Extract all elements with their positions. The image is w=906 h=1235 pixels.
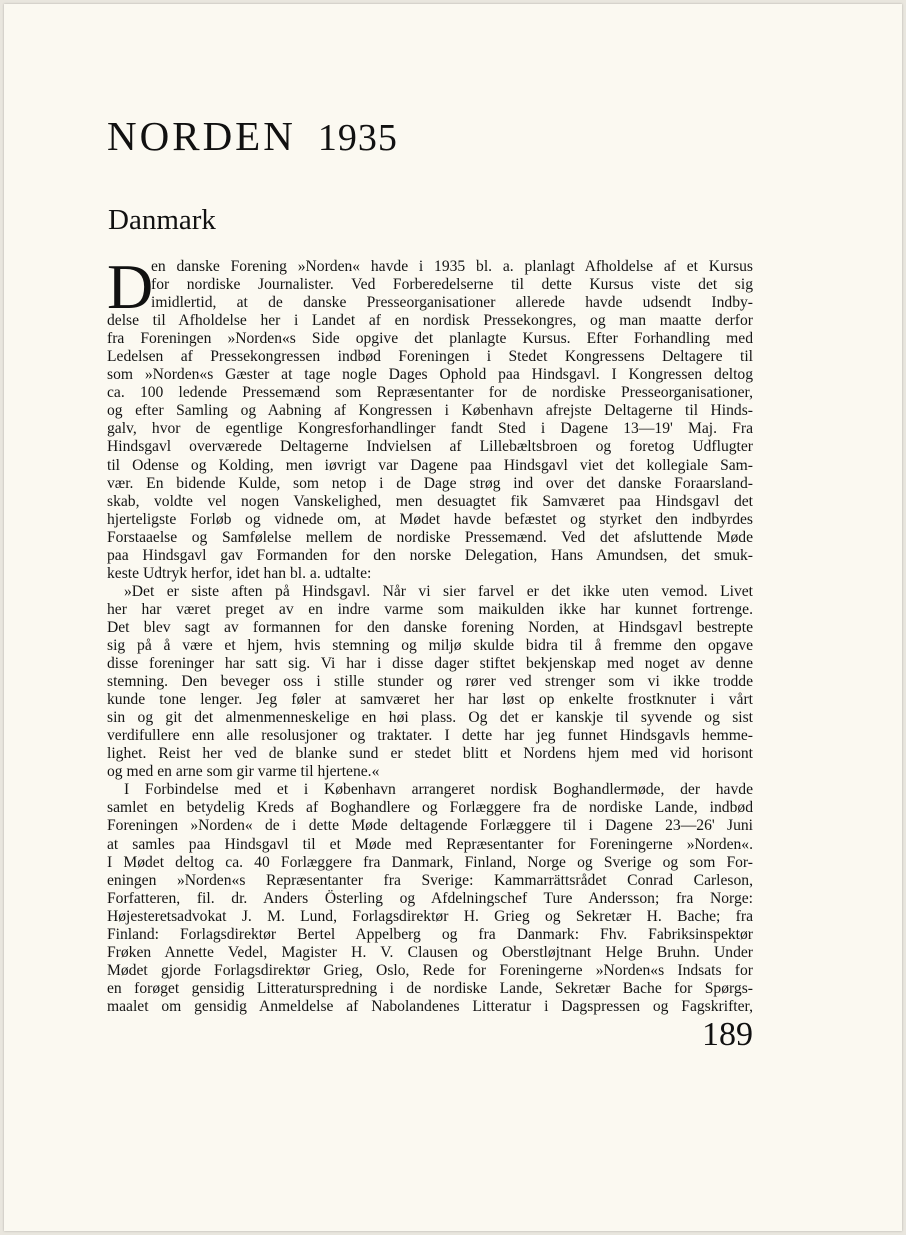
page-number: 189	[702, 1016, 753, 1053]
text-line: Ledelsen af Pressekongressen indbød Foreningen i Stedet Kongressens Deltagere til	[107, 348, 753, 366]
quote-line: Det blev sagt av formannen for den danske forening Norden, at Hindsgavl bestrepte	[107, 618, 753, 636]
text-line: Forstaaelse og Samfølelse mellem de nordiske Pressemænd. Ved det afsluttende Møde	[107, 528, 753, 546]
text-line: som »Norden«s Gæster at tage nogle Dages Ophold paa Hindsgavl. I Kongressen deltog	[107, 366, 753, 384]
text-line: Mødet gjorde Forlagsdirektør Grieg, Oslo, Rede for Foreningerne »Norden«s Indsats for	[107, 961, 753, 979]
title-year: 1935	[317, 117, 398, 159]
text-line: Hindsgavl overværede Deltagerne Indvielsen af Lillebæltsbroen og foretog Udflugter	[107, 438, 753, 456]
text-line: paa Hindsgavl gav Formanden for den norske Delegation, Hans Amundsen, det smuk-	[107, 546, 753, 564]
text-line: vær. En bidende Kulde, som netop i de Dage strøg ind over det danske Foraarsland-	[107, 474, 753, 492]
text-line: keste Udtryk herfor, idet han bl. a. udtalte:	[107, 564, 372, 582]
text-line: maalet om gensidig Anmeldelse af Nabolandenes Litteratur i Dagspressen og Fagskrifter,	[107, 997, 753, 1015]
text-line: for nordiske Journalister. Ved Forberedelserne til dette Kursus viste det sig	[151, 276, 753, 294]
quote-line: disse foreninger har satt sig. Vi har i disse dager stiftet bekjenskap med noget av denne	[107, 655, 753, 673]
text-line: Foreningen »Norden« de i dette Møde deltagende Forlæggere til i Dagene 23—26' Juni	[107, 817, 753, 835]
text-line: til Odense og Kolding, men iøvrigt var Dagene paa Hindsgavl viet det kollegiale Sam-	[107, 456, 753, 474]
text-line: galv, hvor de egentlige Kongresforhandlinger fandt Sted i Dagene 13—19' Maj. Fra	[107, 420, 753, 438]
quote-line: kunde tone lenger. Jeg føler at samværet her har løst op enkelte frostknuter i vårt	[107, 691, 753, 709]
text-line: Forfatteren, fil. dr. Anders Österling og Afdelningschef Ture Andersson; fra Norge:	[107, 889, 753, 907]
title-text: NORDEN	[107, 113, 296, 159]
quote-line: lighet. Reist her ved de blanke sund er stedet blitt et Nordens hjem med vid horisont	[107, 745, 753, 763]
drop-cap: D	[107, 251, 154, 322]
quote-line: »Det er siste aften på Hindsgavl. Når vi sier farvel er det ikke uten vemod. Livet	[124, 582, 753, 600]
drop-cap-lines	[151, 258, 753, 312]
text-line: eningen »Norden«s Repræsentanter fra Sverige: Kammarrättsrådet Conrad Carleson,	[107, 871, 753, 889]
text-line: I Forbindelse med et i København arrangeret nordisk Boghandlermøde, der havde	[124, 781, 753, 799]
text-line: samlet en betydelig Kreds af Boghandlere og Forlæggere fra de nordiske Lande, indbød	[107, 799, 753, 817]
text-line: Frøken Annette Vedel, Magister H. V. Clausen og Oberstløjtnant Helge Bruhn. Under	[107, 943, 753, 961]
text-line: I Mødet deltog ca. 40 Forlæggere fra Danmark, Finland, Norge og Sverige og som For-	[107, 853, 753, 871]
body-text	[107, 251, 753, 1016]
text-line: og efter Samling og Aabning af Kongressen i København afrejste Deltagerne til Hinds-	[107, 402, 753, 420]
text-line: en danske Forening »Norden« havde i 1935 bl. a. planlagt Afholdelse af et Kursus	[151, 258, 753, 275]
quote-line: sin og git det almenmenneskelige en høi plass. Og det er kanskje til syvende og sist	[107, 709, 753, 727]
quote-line: stemning. Den beveger oss i stille stunder og rører ved strenger som vi ikke trodde	[107, 673, 753, 691]
text-line: at samles paa Hindsgavl til et Møde med Repræsentanter for Foreningerne »Norden«.	[107, 835, 753, 853]
text-line: en forøget gensidig Litteraturspredning i de nordiske Lande, Sekretær Bache for Spørgs-	[107, 979, 753, 997]
text-line: ca. 100 ledende Pressemænd som Repræsentanter for de nordiske Presseorganisationer,	[107, 384, 753, 402]
text-line: imidlertid, at de danske Presseorganisationer allerede havde udsendt Indby-	[151, 294, 753, 312]
text-line: skab, voldte vel nogen Vanskelighed, men desuagtet fik Samværet paa Hindsgavl det	[107, 492, 753, 510]
quote-line: sig på å være et hjem, hvis stemning og miljø skulde bidra til å fremme den opgave	[107, 636, 753, 654]
text-line: delse til Afholdelse her i Landet af en nordisk Pressekongres, og man maatte derfor	[107, 312, 753, 330]
section-heading: Danmark	[108, 204, 216, 236]
text-line: hjerteligste Forløb og vidnede om, at Mødet havde befæstet og styrket den indbyrdes	[107, 510, 753, 528]
quote-line: her har været preget av en indre varme som maikulden ikke har kunnet fortrenge.	[107, 600, 753, 618]
quote-line: og med en arne som gir varme til hjertene.«	[107, 763, 380, 781]
page-title	[107, 112, 398, 160]
text-line: fra Foreningen »Norden«s Side opgive det planlagte Kursus. Efter Forhandling med	[107, 330, 753, 348]
text-line: Højesteretsadvokat J. M. Lund, Forlagsdirektør H. Grieg og Sekretær H. Bache; fra	[107, 907, 753, 925]
text-line: Finland: Forlagsdirektør Bertel Appelberg og fra Danmark: Fhv. Fabriksinspektør	[107, 925, 753, 943]
document-page	[4, 4, 902, 1231]
quote-line: verdifullere enn alle resolusjoner og traktater. I dette har jeg funnet Hindsgavls hemme-	[107, 727, 753, 745]
